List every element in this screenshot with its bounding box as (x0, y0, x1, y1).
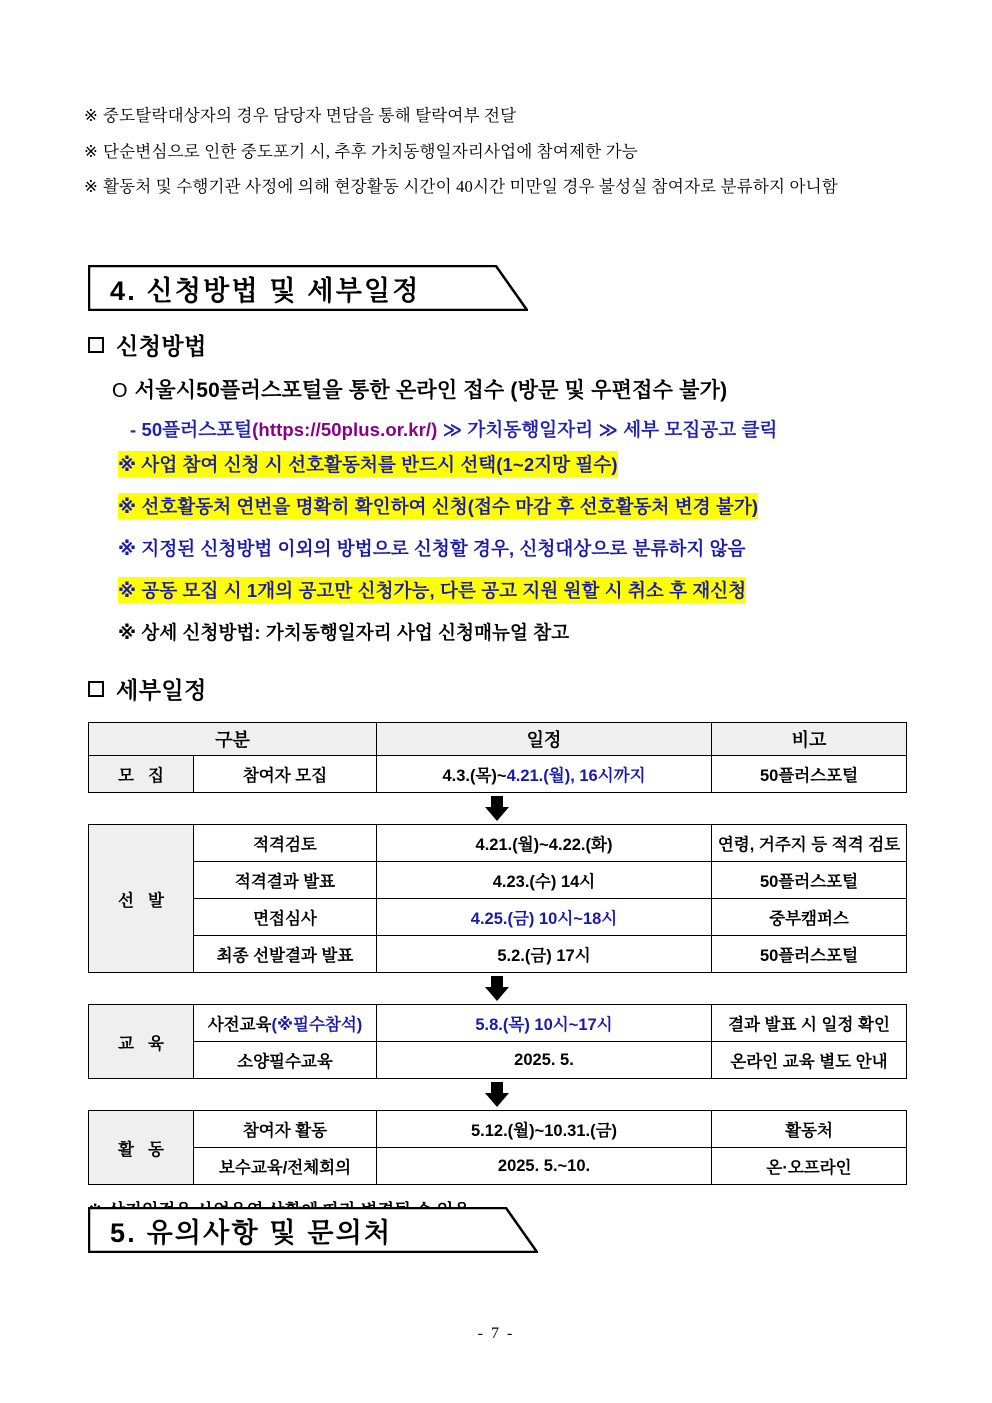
column-header-category: 구분 (89, 723, 377, 756)
section-4-banner (88, 265, 528, 311)
top-notes-block (84, 108, 924, 215)
stage-label-activity: 활동 (89, 1111, 194, 1185)
square-bullet-icon (88, 681, 104, 697)
schedule-date: 4.21.(월)~4.22.(화) (377, 825, 712, 862)
schedule-table-selection (88, 824, 907, 973)
table-row (89, 862, 907, 899)
flow-arrow-1 (88, 793, 906, 824)
reference-mark-icon: ※ (84, 177, 99, 196)
schedule-date: 4.23.(수) 14시 (377, 862, 712, 899)
application-note-text: 선호활동처 연번을 명확히 확인하여 신청(접수 마감 후 선호활동처 변경 불가) (141, 496, 759, 517)
column-header-schedule: 일정 (377, 723, 712, 756)
schedule-item-text: 사전교육 (207, 1016, 272, 1034)
column-header-remarks: 비고 (712, 723, 907, 756)
top-note-text: 중도탈락대상자의 경우 담당자 면담을 통해 탈락여부 전달 (103, 106, 517, 125)
schedule-table-activity (88, 1110, 907, 1185)
application-note-row (112, 577, 932, 611)
schedule-item (194, 1005, 377, 1042)
schedule-item: 소양필수교육 (194, 1042, 377, 1079)
section-4-title: 4. 신청방법 및 세부일정 (110, 275, 421, 306)
application-note-item (118, 577, 746, 603)
stage-label-education: 교육 (89, 1005, 194, 1079)
dash-bullet-icon: - (130, 419, 137, 440)
portal-name: 50플러스포털 (141, 419, 253, 440)
application-note-item (118, 493, 758, 519)
schedule-item: 적격검토 (194, 825, 377, 862)
table-header-row (89, 723, 907, 756)
portal-url[interactable]: (https://50plus.or.kr/) (252, 419, 438, 440)
schedule-remark: 온·오프라인 (712, 1148, 907, 1185)
schedule-date-black: 4.3.(목)~ (442, 767, 507, 785)
application-note-row (112, 493, 932, 527)
table-row (89, 936, 907, 973)
application-path-line (130, 416, 932, 442)
reference-mark-icon: ※ (84, 106, 99, 125)
application-note-text: 사업 참여 신청 시 선호활동처를 반드시 선택(1~2지망 필수) (141, 454, 618, 475)
schedule-date (377, 756, 712, 793)
path-separator-icon: ≫ (598, 419, 618, 440)
reference-mark-icon: ※ (118, 454, 137, 475)
schedule-table-group (88, 722, 906, 1221)
flow-arrow-3 (88, 1079, 906, 1110)
stage-label-selection: 선발 (89, 825, 194, 973)
page-number: - 7 - (477, 1325, 515, 1342)
flow-arrow-2 (88, 973, 906, 1004)
schedule-date: 5.12.(월)~10.31.(금) (377, 1111, 712, 1148)
table-row (89, 825, 907, 862)
application-method-block (112, 374, 932, 661)
circle-bullet-icon: O (112, 380, 128, 402)
schedule-remark: 활동처 (712, 1111, 907, 1148)
schedule-remark: 연령, 거주지 등 적격 검토 (712, 825, 907, 862)
schedule-item: 면접심사 (194, 899, 377, 936)
top-note-text: 단순변심으로 인한 중도포기 시, 추후 가치동행일자리사업에 참여제한 가능 (103, 141, 638, 161)
application-note-item (118, 535, 746, 561)
schedule-date-blue: 4.21.(월), 16시까지 (506, 767, 646, 785)
schedule-date: 4.25.(금) 10시~18시 (377, 899, 712, 936)
application-note-item (118, 619, 569, 645)
subheading-application-method (88, 328, 207, 361)
subheading-label: 세부일정 (116, 677, 207, 703)
application-note-row (112, 535, 932, 569)
schedule-table-education (88, 1004, 907, 1079)
top-note-text: 활동처 및 수행기관 사정에 의해 현장활동 시간이 40시간 미만일 경우 불성실 참여자로 분류하지 아니함 (103, 177, 838, 196)
reference-mark-icon: ※ (118, 580, 137, 601)
application-note-row (112, 451, 932, 485)
table-row (89, 756, 907, 793)
schedule-item: 최종 선발결과 발표 (194, 936, 377, 973)
application-note-item (118, 451, 618, 477)
schedule-remark: 50플러스포털 (712, 862, 907, 899)
application-headline-text: 서울시50플러스포털을 통한 온라인 접수 (방문 및 우편접수 불가) (134, 379, 728, 402)
subheading-detailed-schedule (88, 672, 207, 705)
application-note-text: 상세 신청방법: 가치동행일자리 사업 신청매뉴얼 참고 (141, 622, 570, 643)
section-5-title: 5. 유의사항 및 문의처 (110, 1217, 393, 1248)
application-headline (112, 374, 932, 404)
subheading-label: 신청방법 (116, 333, 207, 359)
schedule-remark: 50플러스포털 (712, 756, 907, 793)
schedule-table-recruit (88, 722, 907, 793)
reference-mark-icon: ※ (118, 622, 137, 643)
section-5-banner (88, 1207, 538, 1253)
path-separator-icon: ≫ (442, 419, 463, 440)
application-note-row (112, 619, 932, 653)
table-row (89, 1148, 907, 1185)
schedule-date: 2025. 5. (377, 1042, 712, 1079)
reference-mark-icon: ※ (118, 538, 137, 559)
table-row (89, 1042, 907, 1079)
schedule-item-note: (※필수참석) (271, 1016, 363, 1034)
schedule-item: 참여자 모집 (194, 756, 377, 793)
path-menu-1: 가치동행일자리 (467, 419, 594, 440)
schedule-item: 적격결과 발표 (194, 862, 377, 899)
application-note-text: 지정된 신청방법 이외의 방법으로 신청할 경우, 신청대상으로 분류하지 않음 (141, 538, 746, 559)
schedule-remark: 결과 발표 시 일정 확인 (712, 1005, 907, 1042)
schedule-item: 보수교육/전체회의 (194, 1148, 377, 1185)
top-note-item (84, 108, 924, 125)
schedule-remark: 온라인 교육 별도 안내 (712, 1042, 907, 1079)
schedule-date: 2025. 5.~10. (377, 1148, 712, 1185)
schedule-date: 5.2.(금) 17시 (377, 936, 712, 973)
top-note-item (84, 141, 924, 161)
schedule-date: 5.8.(목) 10시~17시 (377, 1005, 712, 1042)
schedule-remark: 50플러스포털 (712, 936, 907, 973)
schedule-remark: 중부캠퍼스 (712, 899, 907, 936)
reference-mark-icon: ※ (84, 141, 99, 161)
schedule-item: 참여자 활동 (194, 1111, 377, 1148)
application-note-text: 공동 모집 시 1개의 공고만 신청가능, 다른 공고 지원 원할 시 취소 후 재신청 (141, 580, 747, 601)
square-bullet-icon (88, 337, 104, 353)
path-menu-2: 세부 모집공고 클릭 (623, 419, 778, 440)
reference-mark-icon: ※ (118, 496, 137, 517)
table-row (89, 1005, 907, 1042)
top-note-item (84, 179, 924, 196)
stage-label-recruit: 모집 (89, 756, 194, 793)
table-row (89, 1111, 907, 1148)
table-row (89, 899, 907, 936)
